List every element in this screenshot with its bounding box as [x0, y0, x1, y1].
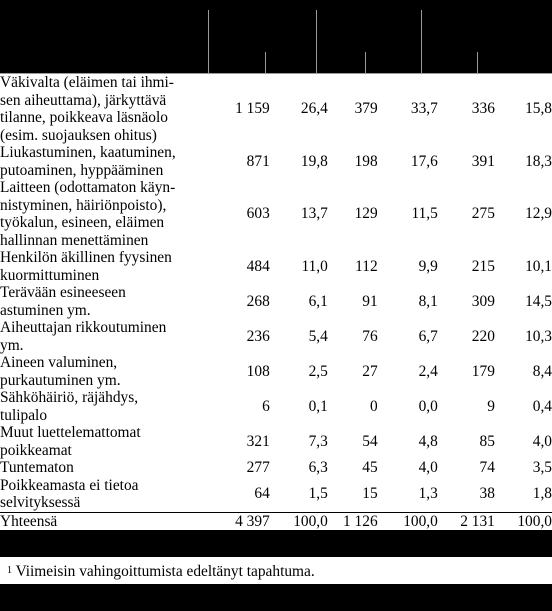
row-label-line: hallinnan menettäminen: [0, 231, 149, 249]
table-cell: 15,8: [525, 100, 552, 118]
table-cell: 6,3: [308, 459, 328, 476]
total-cell: 4 397: [216, 512, 270, 530]
table-cell: 10,1: [525, 257, 552, 275]
row-label-line: Väkivalta (eläimen tai ihmi-: [0, 74, 174, 91]
table-row: [0, 389, 552, 424]
table-cell: 4,8: [418, 432, 438, 450]
table-cell: 129: [354, 205, 378, 223]
table-cell: 112: [355, 257, 378, 275]
table-cell: 603: [246, 205, 270, 223]
table-cell: 10,3: [525, 327, 552, 345]
row-label-line: Poikkeamasta ei tietoa: [0, 476, 139, 494]
table-cell: 268: [246, 292, 270, 310]
table-cell: 74: [479, 459, 495, 476]
table-row: [0, 477, 552, 513]
table-cell: 391: [471, 152, 495, 170]
row-label-line: Muut luettelemattomat: [0, 424, 141, 441]
header-divider: [208, 10, 209, 74]
table-cell: 14,5: [525, 292, 552, 310]
row-label-line: Terävään esineeseen: [0, 284, 126, 301]
table-row: [0, 74, 552, 144]
table-cell: 19,8: [300, 152, 328, 170]
table-row: [0, 459, 552, 477]
row-label-line: Aiheuttajan rikkoutuminen: [0, 319, 167, 336]
footnote-text: Viimeisin vahingoittumista edeltänyt tapahtuma.: [12, 563, 315, 580]
row-label-line: astuminen ym.: [0, 301, 91, 319]
table-cell: 2,4: [418, 362, 438, 380]
table-cell: 108: [246, 362, 270, 380]
row-label-line: Tuntematon: [0, 459, 74, 476]
table-row: [0, 144, 552, 179]
table-cell: 321: [246, 432, 270, 450]
table-cell: 3,5: [532, 459, 552, 476]
table-cell: 27: [362, 362, 378, 380]
table-row: [0, 354, 552, 389]
table-cell: 0,4: [532, 397, 552, 415]
table-cell: 76: [362, 327, 378, 345]
total-label: Yhteensä: [0, 512, 216, 530]
row-label-line: poikkeamat: [0, 441, 72, 459]
table-cell: 4,0: [418, 459, 438, 476]
table-cell: 54: [362, 432, 378, 450]
table-cell: 6,7: [418, 327, 438, 345]
table-cell: 220: [471, 327, 495, 345]
table-cell: 13,7: [300, 205, 328, 223]
table-cell: 1,8: [532, 485, 552, 503]
table-cell: 215: [471, 257, 495, 275]
table-row: [0, 319, 552, 354]
row-label: [0, 459, 216, 477]
row-label: [0, 284, 216, 319]
row-label-line: purkautuminen ym.: [0, 371, 121, 389]
table-cell: 179: [471, 362, 495, 380]
row-label-line: tulipalo: [0, 406, 48, 424]
table-cell: 38: [479, 485, 495, 503]
table-cell: 484: [246, 257, 270, 275]
row-label: [0, 179, 216, 249]
table-cell: 275: [471, 205, 495, 223]
table-cell: 379: [354, 100, 378, 118]
table-cell: 64: [254, 485, 270, 503]
row-label: [0, 354, 216, 389]
table-cell: 85: [479, 432, 495, 450]
table-cell: 9: [487, 397, 495, 415]
table-cell: 7,3: [308, 432, 328, 450]
table-cell: 1 159: [235, 100, 270, 118]
row-label-line: nistyminen, häiriönpoisto),: [0, 196, 167, 214]
table-cell: 11,5: [411, 205, 438, 223]
table-cell: 309: [471, 292, 495, 310]
table-cell: 11,0: [301, 257, 328, 275]
header-divider: [421, 10, 422, 74]
table-cell: 45: [362, 459, 378, 476]
total-cell: 2 131: [438, 512, 495, 530]
table-cell: 336: [471, 100, 495, 118]
row-label-line: ym.: [0, 336, 24, 354]
table-row: [0, 249, 552, 284]
row-label-line: selvityksessä: [0, 494, 81, 511]
header-divider: [477, 52, 478, 74]
table-cell: 9,9: [418, 257, 438, 275]
table-cell: 8,1: [418, 292, 438, 310]
row-label-line: kuormittuminen: [0, 266, 100, 284]
table-cell: 2,5: [308, 362, 328, 380]
table-cell: 12,9: [525, 205, 552, 223]
row-label: [0, 319, 216, 354]
table-cell: 18,3: [525, 152, 552, 170]
table-cell: 26,4: [300, 100, 328, 118]
table-cell: 15: [362, 485, 378, 503]
row-label: [0, 424, 216, 459]
table-row: [0, 179, 552, 249]
row-label: [0, 74, 216, 144]
total-cell: 1 126: [328, 512, 378, 530]
table-cell: 198: [354, 152, 378, 170]
row-label-line: Henkilön äkillinen fyysinen: [0, 249, 172, 266]
table-cell: 8,4: [532, 362, 552, 380]
total-cell: 100,0: [495, 512, 552, 530]
header-divider: [316, 10, 317, 74]
row-label: [0, 477, 216, 513]
header-divider: [365, 52, 366, 74]
row-label: [0, 389, 216, 424]
footnote-mark: 1: [7, 565, 12, 576]
table-cell: 17,6: [410, 152, 438, 170]
bottom-bar: [0, 584, 552, 611]
row-label: [0, 144, 216, 179]
table-cell: 33,7: [410, 100, 438, 118]
table-row: [0, 424, 552, 459]
table-cell: 91: [362, 292, 378, 310]
row-label-line: Laitteen (odottamaton käyn-: [0, 179, 176, 196]
table-header: [0, 0, 552, 74]
table-cell: 236: [246, 327, 270, 345]
table-cell: 0,1: [308, 397, 328, 415]
table-cell: 1,3: [418, 485, 438, 503]
accident-table: [0, 74, 552, 530]
header-divider: [265, 52, 266, 74]
row-label-line: työkalun, esineen, eläimen: [0, 214, 165, 231]
table-row: [0, 284, 552, 319]
row-label-line: sen aiheuttama), järkyttävä: [0, 91, 167, 109]
table-cell: 6: [262, 397, 270, 415]
row-label-line: tilanne, poikkeava läsnäolo: [0, 109, 168, 126]
row-label-line: Liukastuminen, kaatuminen,: [0, 144, 176, 161]
table-cell: 871: [246, 152, 270, 170]
row-label-line: Aineen valuminen,: [0, 354, 118, 371]
table-cell: 5,4: [308, 327, 328, 345]
table-cell: 0,0: [418, 397, 438, 415]
table-cell: 277: [246, 459, 270, 476]
row-label: [0, 249, 216, 284]
table-cell: 6,1: [308, 292, 328, 310]
row-label-line: putoaminen, hyppääminen: [0, 161, 164, 179]
total-cell: 100,0: [378, 512, 438, 530]
total-row: [0, 512, 552, 530]
row-label-line: Sähköhäiriö, räjähdys,: [0, 389, 139, 406]
table-cell: 4,0: [532, 432, 552, 450]
table-cell: 1,5: [308, 485, 328, 503]
total-cell: 100,0: [270, 512, 328, 530]
table-cell: 0: [369, 397, 378, 415]
row-label-line: (esim. suojauksen ohitus): [0, 126, 157, 144]
